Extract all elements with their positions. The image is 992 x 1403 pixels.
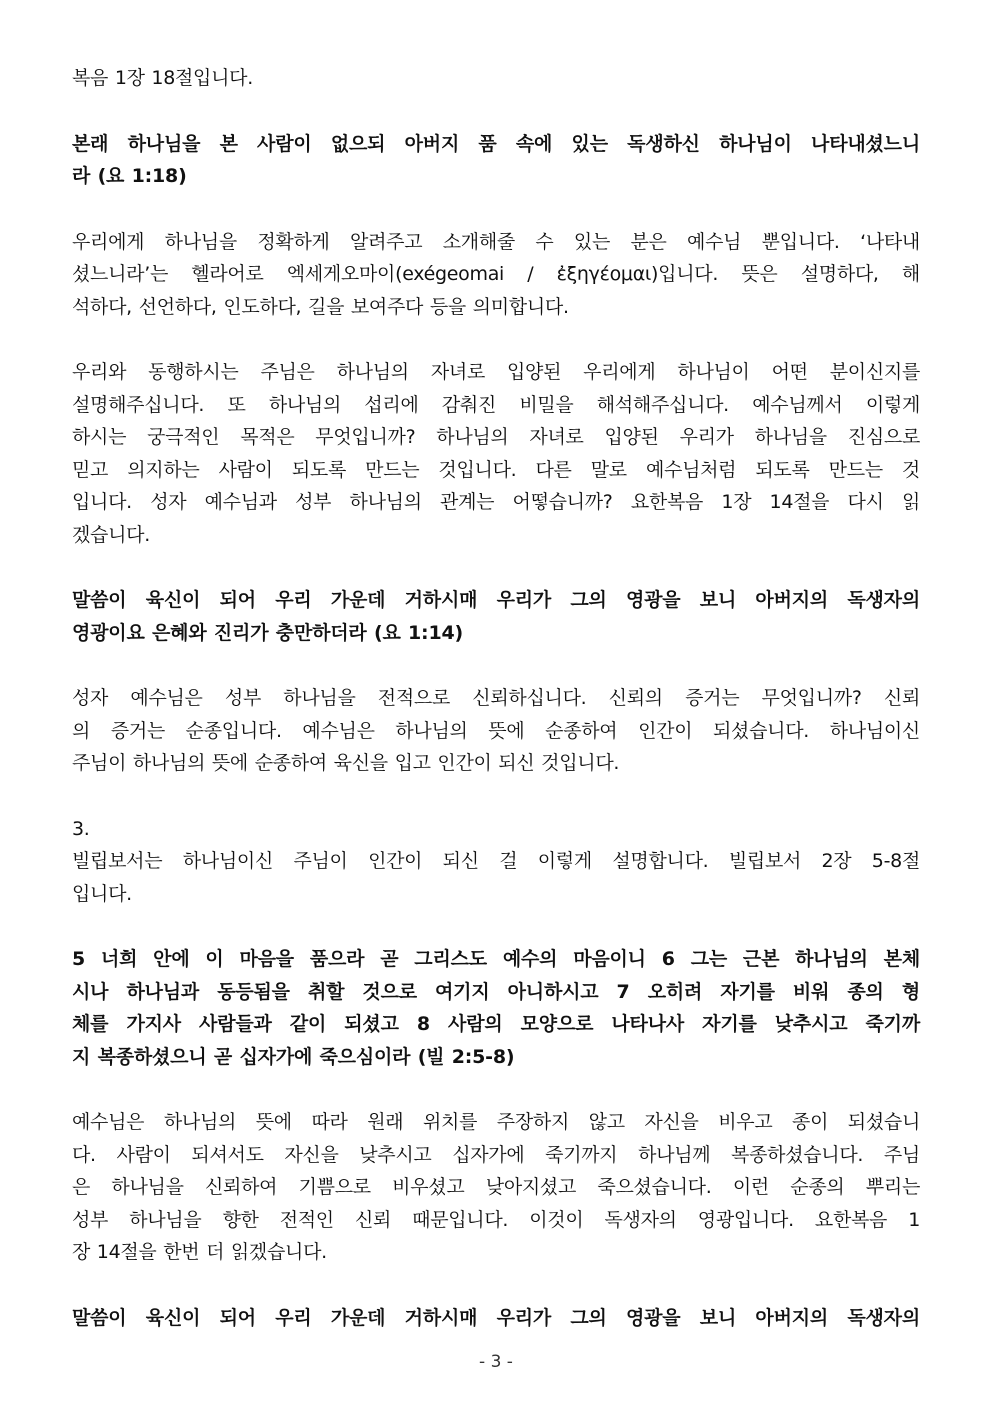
text-line: 예수님은 하나님의 뜻에 따라 원래 위치를 주장하지 않고 자신을 비우고 종이 되셨습니: [72, 1111, 920, 1133]
document-body: [72, 62, 920, 1367]
text-line: 장 14절을 한번 더 읽겠습니다.: [72, 1241, 327, 1263]
body-paragraph: [72, 682, 920, 780]
text-line: 영광이요 은혜와 진리가 충만하더라 (요 1:14): [72, 621, 463, 644]
text-line: 체를 가지사 사람들과 같이 되셨고 8 사람의 모양으로 나타나사 자기를 낮추시고 죽기까: [72, 1013, 920, 1035]
text-line: 다. 사람이 되셔서도 자신을 낮추시고 십자가에 죽기까지 하나님께 복종하셨습니다. 주님: [72, 1143, 920, 1166]
text-line: 은 하나님을 신뢰하여 기쁨으로 비우셨고 낮아지셨고 죽으셨습니다. 이런 순종의 뿌리는: [72, 1176, 920, 1198]
text-line: 겠습니다.: [72, 523, 150, 546]
text-line: 설명해주십니다. 또 하나님의 섭리에 감춰진 비밀을 해석해주십니다. 예수님께서 이렇게: [72, 393, 920, 416]
body-paragraph: [72, 356, 920, 551]
text-line: 라 (요 1:18): [72, 165, 187, 187]
text-line: 하시는 궁극적인 목적은 무엇입니까? 하나님의 자녀로 입양된 우리가 하나님을 진심으로: [72, 426, 920, 448]
body-paragraph: [72, 1106, 920, 1269]
body-paragraph: [72, 845, 920, 910]
text-line: 지 복종하셨으니 곧 십자가에 죽으심이라 (빌 2:5-8): [72, 1045, 515, 1068]
text-line: 믿고 의지하는 사람이 되도록 만드는 것입니다. 다른 말로 예수님처럼 되도록 만드는 것: [72, 458, 920, 481]
text-line: 성부 하나님을 향한 전적인 신뢰 때문입니다. 이것이 독생자의 영광입니다. 요한복음 1: [72, 1208, 920, 1231]
scripture-quote: [72, 943, 920, 1073]
text-line: 우리에게 하나님을 정확하게 알려주고 소개해줄 수 있는 분은 예수님 뿐입니다. ‘나타내: [72, 230, 920, 253]
text-line: 5 너희 안에 이 마음을 품으라 곧 그리스도 예수의 마음이니 6 그는 근본 하나님의 본체: [72, 948, 920, 970]
text-line: 석하다, 선언하다, 인도하다, 길을 보여주다 등을 의미합니다.: [72, 295, 569, 318]
scripture-quote: [72, 1302, 920, 1335]
page-number: - 3 -: [479, 1352, 513, 1372]
text-line: 본래 하나님을 본 사람이 없으되 아버지 품 속에 있는 독생하신 하나님이 나타내셨느니: [72, 132, 920, 155]
text-line: 의 증거는 순종입니다. 예수님은 하나님의 뜻에 순종하여 인간이 되셨습니다. 하나님이신: [72, 719, 920, 742]
scripture-quote: [72, 584, 920, 649]
text-line: 입니다.: [72, 882, 132, 905]
body-paragraph: [72, 813, 920, 846]
text-line: 말씀이 육신이 되어 우리 가운데 거하시매 우리가 그의 영광을 보니 아버지의 독생자의: [72, 589, 920, 611]
text-line: 빌립보서는 하나님이신 주님이 인간이 되신 걸 이렇게 설명합니다. 빌립보서 2장 5-8절: [72, 850, 920, 872]
text-line: 말씀이 육신이 되어 우리 가운데 거하시매 우리가 그의 영광을 보니 아버지의 독생자의: [72, 1306, 920, 1329]
text-line: 성자 예수님은 성부 하나님을 전적으로 신뢰하십니다. 신뢰의 증거는 무엇입니까? 신뢰: [72, 687, 920, 709]
text-line: 주님이 하나님의 뜻에 순종하여 육신을 입고 인간이 되신 것입니다.: [72, 752, 620, 774]
text-line: 우리와 동행하시는 주님은 하나님의 자녀로 입양된 우리에게 하나님이 어떤 분이신지를: [72, 361, 920, 383]
text-line: 3.: [72, 817, 90, 840]
text-line: 입니다. 성자 예수님과 성부 하나님의 관계는 어떻습니까? 요한복음 1장 14절을 다시 읽: [72, 491, 920, 513]
text-line: 복음 1장 18절입니다.: [72, 67, 253, 89]
scripture-quote: [72, 128, 920, 193]
body-paragraph: [72, 226, 920, 324]
text-line: 셨느니라’는 헬라어로 엑세게오마이(exégeomai / ἐξηγέομαι)입니다. 뜻은 설명하다, 해: [72, 263, 920, 285]
body-paragraph: [72, 62, 920, 95]
text-line: 시나 하나님과 동등됨을 취할 것으로 여기지 아니하시고 7 오히려 자기를 비워 종의 형: [72, 980, 920, 1003]
